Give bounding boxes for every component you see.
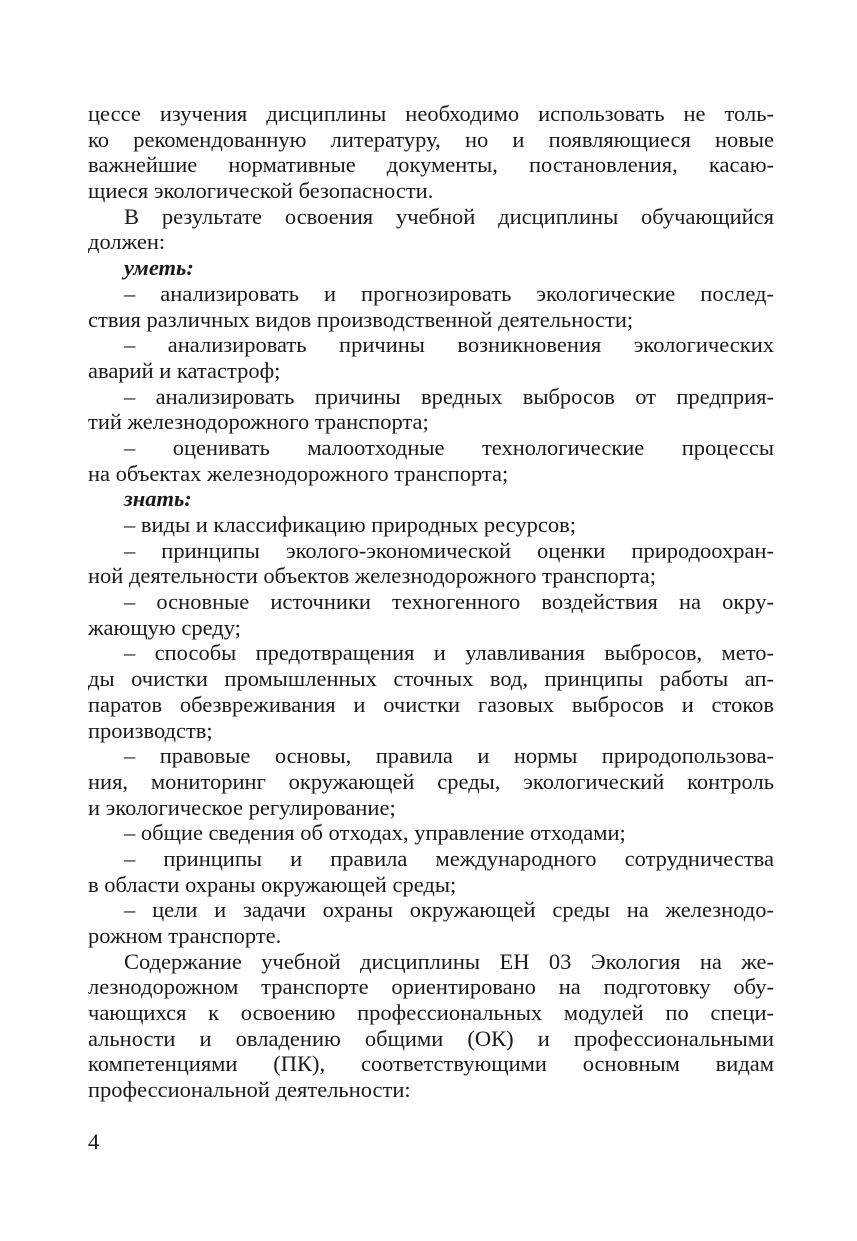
text-line: – виды и классификацию природных ресурсов; <box>124 512 577 537</box>
text-line: – способы предотвращения и улавливания выбросов, мето- <box>124 640 774 666</box>
text-line: паратов обезвреживания и очистки газовых выбросов и стоков <box>88 691 774 717</box>
paragraph <box>88 820 774 846</box>
paragraph <box>88 897 774 948</box>
paragraph <box>88 743 774 820</box>
text-line: – правовые основы, правила и нормы природопользова- <box>124 743 774 769</box>
text-line: профессиональной деятельности: <box>88 1077 411 1103</box>
text-line: важнейшие нормативные документы, постановления, касаю- <box>88 152 774 178</box>
text-line: – основные источники техногенного воздействия на окру- <box>124 589 774 615</box>
paragraph <box>88 640 774 743</box>
paragraph <box>88 435 774 486</box>
page-body <box>88 101 774 1103</box>
section-heading <box>88 255 774 281</box>
paragraph <box>88 101 774 204</box>
text-line: лезнодорожном транспорте ориентировано на подготовку обу- <box>88 974 774 1000</box>
text-line: уметь: <box>124 255 194 281</box>
text-line: ствия различных видов производственной деятельности; <box>88 306 634 332</box>
section-heading <box>88 486 774 512</box>
paragraph <box>88 384 774 435</box>
text-line: – анализировать причины вредных выбросов от предприя- <box>124 383 774 409</box>
text-line: Содержание учебной дисциплины ЕН 03 Экология на же- <box>124 948 774 974</box>
text-line: – принципы эколого-экономической оценки природоохран- <box>124 537 774 563</box>
text-line: – анализировать причины возникновения экологических <box>124 332 774 358</box>
text-line: – оценивать малоотходные технологические процессы <box>124 434 774 460</box>
paragraph <box>88 589 774 640</box>
text-line: ко рекомендованную литературу, но и появляющиеся новые <box>88 126 774 152</box>
text-line: аварий и катастроф; <box>88 357 281 383</box>
text-line: производств; <box>88 717 213 743</box>
text-line: щиеся экологической безопасности. <box>88 178 434 204</box>
text-line: и экологическое регулирование; <box>88 794 396 820</box>
text-line: В результате освоения учебной дисциплины обучающийся <box>124 203 774 229</box>
paragraph <box>88 281 774 332</box>
text-line: – анализировать и прогнозировать экологические послед- <box>124 280 774 306</box>
text-line: цессе изучения дисциплины необходимо использовать не толь- <box>88 101 774 126</box>
text-line: ды очистки промышленных сточных вод, принципы работы ап- <box>88 666 774 692</box>
text-line: рожном транспорте. <box>88 923 282 948</box>
text-line: чающихся к освоению профессиональных модулей по специ- <box>88 1000 774 1026</box>
text-line: в области охраны окружающей среды; <box>88 871 457 897</box>
paragraph <box>88 332 774 383</box>
text-line: жающую среду; <box>88 614 241 640</box>
paragraph <box>88 204 774 255</box>
text-line: должен: <box>88 229 166 255</box>
text-line: знать: <box>124 486 192 512</box>
text-line: ния, мониторинг окружающей среды, экологический контроль <box>88 768 774 794</box>
text-line: – принципы и правила международного сотрудничества <box>124 845 774 871</box>
text-line: компетенциями (ПК), соответствующими основным видам <box>88 1051 774 1077</box>
text-line: тий железнодорожного транспорта; <box>88 409 429 435</box>
text-line: ной деятельности объектов железнодорожного транспорта; <box>88 563 657 589</box>
text-line: альности и овладению общими (ОК) и профессиональными <box>88 1025 774 1051</box>
text-line: на объектах железнодорожного транспорта; <box>88 460 509 486</box>
paragraph <box>88 949 774 1103</box>
page-number: 4 <box>88 1129 100 1154</box>
text-line: – общие сведения об отходах, управление отходами; <box>124 820 626 846</box>
paragraph <box>88 538 774 589</box>
text-line: – цели и задачи охраны окружающей среды на железнодо- <box>124 897 774 923</box>
paragraph <box>88 512 774 538</box>
paragraph <box>88 846 774 897</box>
